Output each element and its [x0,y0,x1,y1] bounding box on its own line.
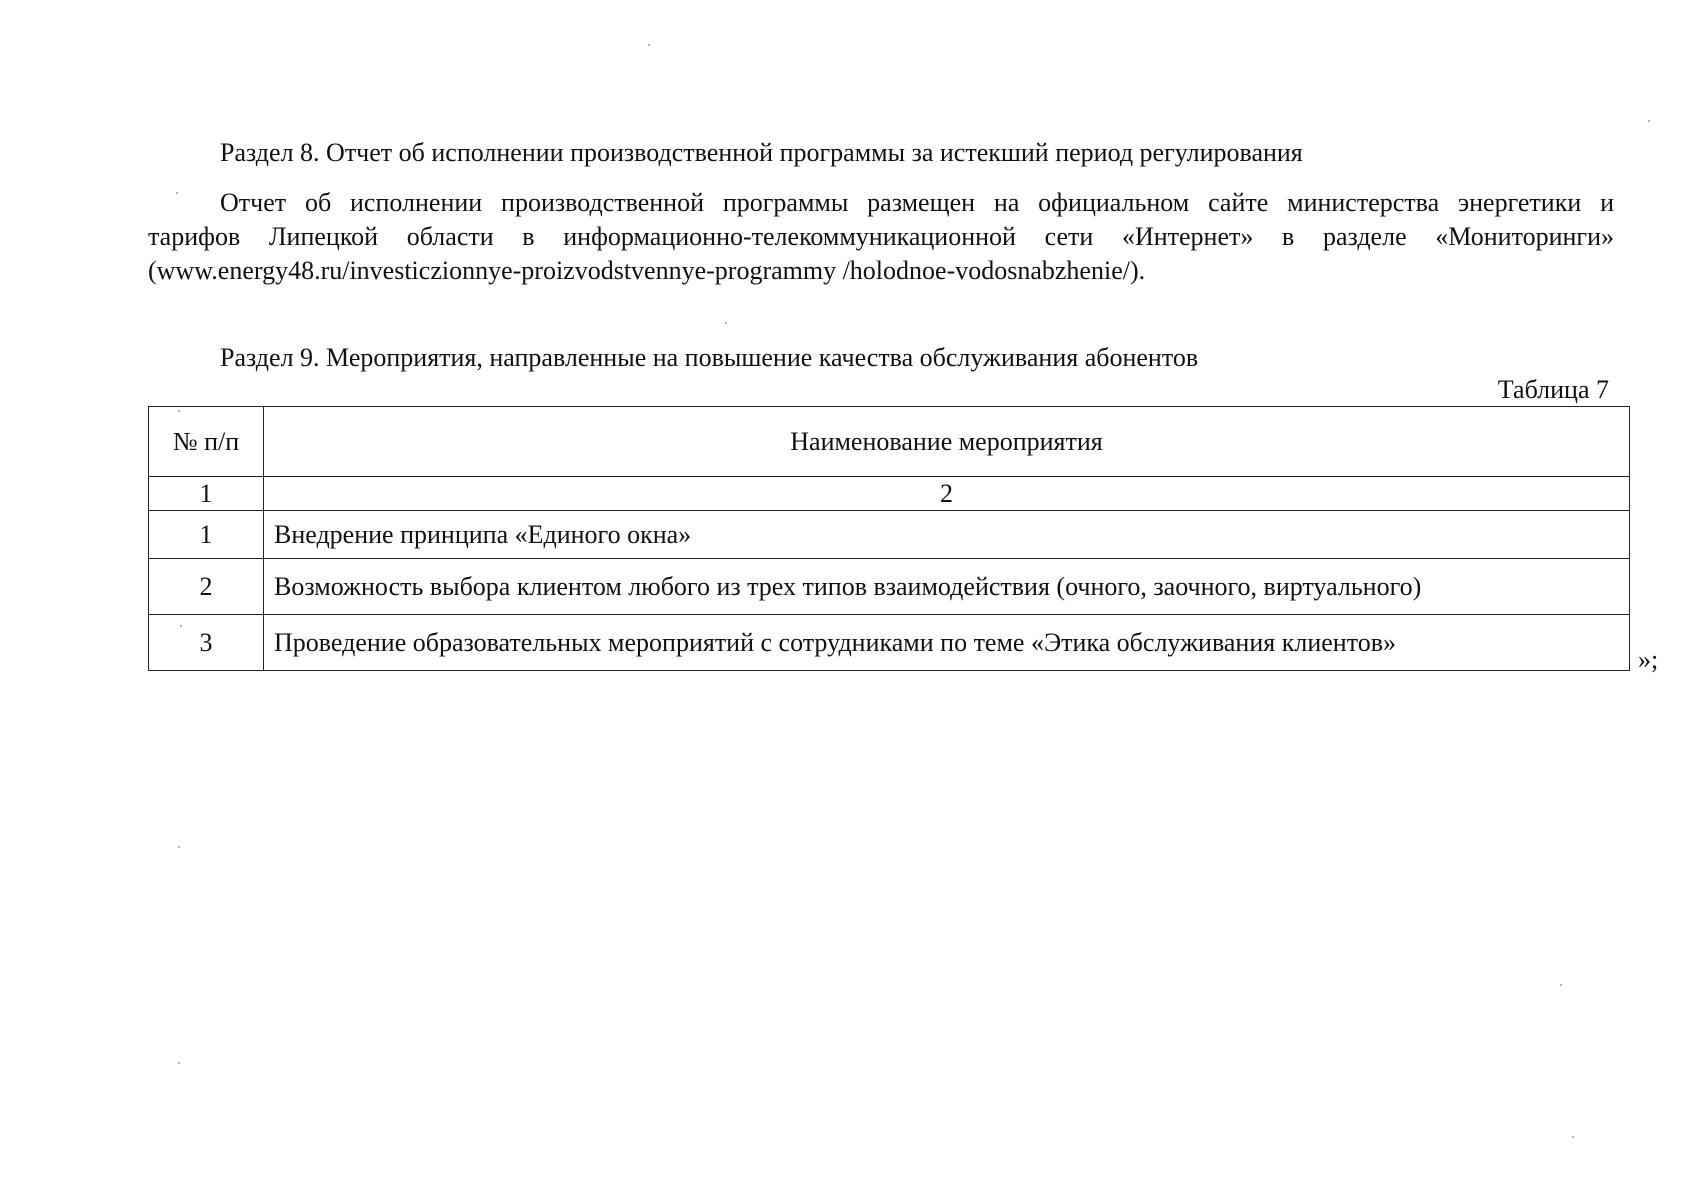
scan-speck [725,322,727,324]
index-cell: 2 [264,477,1630,511]
row-event-name: Возможность выбора клиентом любого из трех типов взаимодействия (очного, заочного, виртуального) [264,559,1630,615]
paragraph-line: Отчет об исполнении производственной программы размещен на официальном сайте министерства энергетики и [220,188,1614,217]
header-number: № п/п [149,407,264,477]
scan-speck [1648,120,1650,122]
events-table [148,406,1630,671]
table-index-row [149,477,1630,511]
paragraph-line: тарифов Липецкой области в информационно-телекоммуникационной сети «Интернет» в разделе «Мониторинги» [148,222,1614,251]
header-event-name: Наименование мероприятия [264,407,1630,477]
row-event-name: Внедрение принципа «Единого окна» [264,511,1630,559]
scan-speck [178,1062,180,1064]
table-row [149,511,1630,559]
scan-speck [180,625,182,627]
section-9-title: Раздел 9. Мероприятия, направленные на повышение качества обслуживания абонентов [220,343,1199,372]
row-number: 2 [149,559,264,615]
scan-speck [1560,984,1562,986]
table-header-row [149,407,1630,477]
scan-speck [178,410,180,412]
section-8-paragraph [148,186,1614,288]
row-number: 3 [149,615,264,671]
section-8-title: Раздел 8. Отчет об исполнении производственной программы за истекший период регулирования [220,138,1303,167]
table-caption: Таблица 7 [1497,375,1609,404]
scan-speck [176,192,178,194]
table-row [149,615,1630,671]
closing-quote-mark: »; [1638,645,1659,674]
table-row [149,559,1630,615]
row-event-name: Проведение образовательных мероприятий с сотрудниками по теме «Этика обслуживания клиентов» [264,615,1630,671]
scan-speck [178,846,180,848]
paragraph-line: (www.energy48.ru/investiczionnye-proizvodstvennye-programmy /holodnoe-vodosnabzhenie/). [148,256,1146,285]
scan-speck [1572,1136,1574,1138]
row-number: 1 [149,511,264,559]
scan-speck [648,44,650,46]
index-cell: 1 [149,477,264,511]
